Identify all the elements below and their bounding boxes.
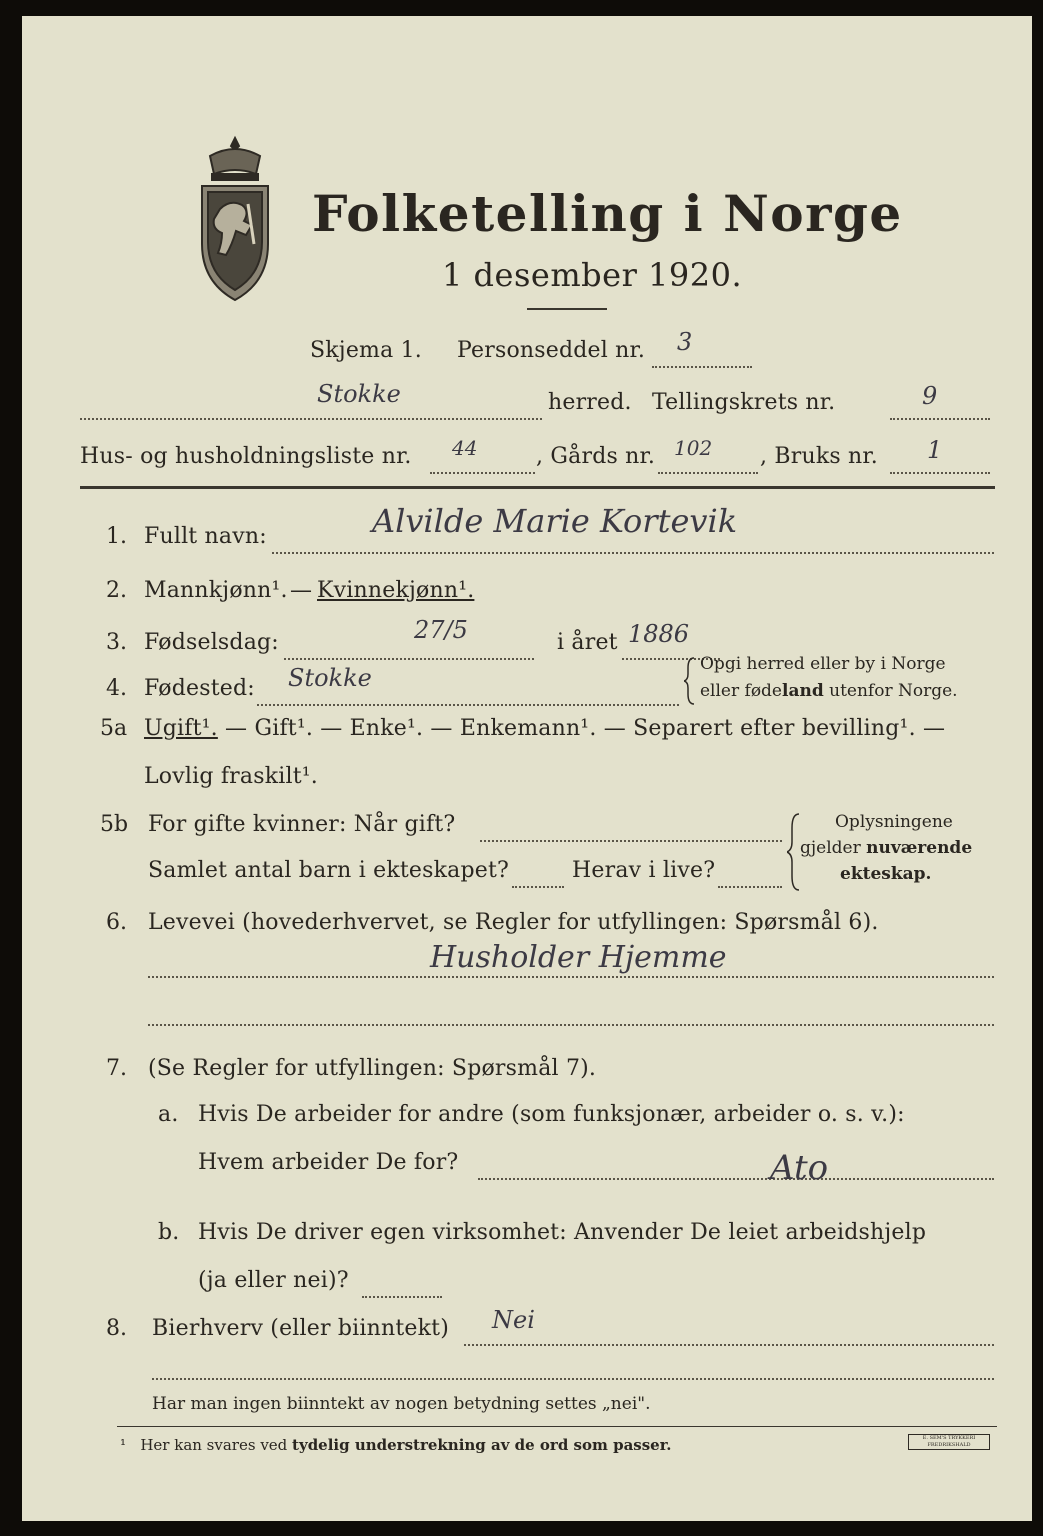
herred-field-line xyxy=(80,418,542,420)
q3-day-field-line xyxy=(284,658,534,660)
census-date: 1 desember 1920. xyxy=(442,256,743,294)
footer-divider xyxy=(117,1426,997,1427)
q5b-line2b: Herav i live? xyxy=(572,858,716,883)
q7b-text: Hvis De driver egen virksomhet: Anvender De leiet arbeidshjelp xyxy=(198,1220,927,1245)
q5b-married-field-line xyxy=(480,840,782,842)
herred-value[interactable]: Stokke xyxy=(317,380,401,408)
q3-birthday-value[interactable]: 27/5 xyxy=(414,616,468,644)
tellingskrets-field-line xyxy=(890,418,990,420)
q5a-ugift-underlined[interactable]: Ugift¹. xyxy=(144,716,218,741)
bruks-label: , Bruks nr. xyxy=(760,444,878,469)
personseddel-label: Personseddel nr. xyxy=(457,338,646,363)
q3-year-label: i året xyxy=(557,630,618,655)
tellingskrets-value[interactable]: 9 xyxy=(922,382,938,410)
q7b-letter: b. xyxy=(158,1220,180,1245)
form-title: Folketelling i Norge xyxy=(312,184,903,243)
q5b-line1: For gifte kvinner: Når gift? xyxy=(148,812,456,837)
printer-mark: E. SEM'S TRYKKERI FREDRIKSHALD xyxy=(908,1434,990,1450)
q3-number: 3. xyxy=(106,630,127,655)
husholdningsliste-value[interactable]: 44 xyxy=(452,436,478,460)
q7b-field-line xyxy=(362,1296,442,1298)
q5a-line2: Lovlig fraskilt¹. xyxy=(144,764,318,789)
gards-field-line xyxy=(658,472,758,474)
personseddel-value[interactable]: 3 xyxy=(677,328,693,356)
q8-label: Bierhverv (eller biinntekt) xyxy=(152,1316,450,1341)
q3-label: Fødselsdag: xyxy=(144,630,279,655)
q2-kvinnekjonn-underlined[interactable]: Kvinnekjønn¹. xyxy=(317,578,475,603)
herred-label: herred. xyxy=(548,390,632,415)
q5b-note-line3: ekteskap. xyxy=(840,864,932,884)
header-divider xyxy=(80,486,995,489)
q6-label: Levevei (hovederhvervet, se Regler for utfyllingen: Spørsmål 6). xyxy=(148,910,879,935)
skjema-label: Skjema 1. xyxy=(310,338,423,363)
title-divider xyxy=(527,308,607,310)
q4-number: 4. xyxy=(106,676,127,701)
q7a-employer-value[interactable]: Ato xyxy=(770,1148,829,1188)
q5a-options: Ugift¹. — Gift¹. — Enke¹. — Enkemann¹. — Separert efter bevilling¹. — xyxy=(144,716,946,741)
q2-separator: — xyxy=(290,578,313,603)
q4-note-line1: Opgi herred eller by i Norge xyxy=(700,654,946,674)
footer-note: Har man ingen biinntekt av nogen betydning settes „nei". xyxy=(152,1394,651,1414)
q2-number: 2. xyxy=(106,578,127,603)
q7a-question: Hvem arbeider De for? xyxy=(198,1150,459,1175)
q8-field-line-2 xyxy=(152,1378,994,1380)
q5b-note-line2: gjelder nuværende xyxy=(800,838,973,858)
q3-year-value[interactable]: 1886 xyxy=(628,620,690,648)
gards-label: , Gårds nr. xyxy=(536,444,656,469)
q7-number: 7. xyxy=(106,1056,127,1081)
q5b-alive-field-line xyxy=(718,886,782,888)
q7a-letter: a. xyxy=(158,1102,179,1127)
husholdningsliste-field-line xyxy=(430,472,535,474)
q5b-number: 5b xyxy=(100,812,129,837)
q4-field-line xyxy=(257,704,679,706)
q7-label: (Se Regler for utfyllingen: Spørsmål 7). xyxy=(148,1056,597,1081)
q5b-note-line1: Oplysningene xyxy=(835,812,953,832)
q4-birthplace-value[interactable]: Stokke xyxy=(288,664,372,692)
q8-number: 8. xyxy=(106,1316,127,1341)
gards-value[interactable]: 102 xyxy=(674,436,713,460)
bruks-value[interactable]: 1 xyxy=(927,436,943,464)
q6-field-line-1 xyxy=(148,976,994,978)
q8-side-income-value[interactable]: Nei xyxy=(492,1306,535,1334)
q6-occupation-value[interactable]: Husholder Hjemme xyxy=(430,940,727,975)
census-form xyxy=(22,16,1032,1521)
q7a-text: Hvis De arbeider for andre (som funksjonær, arbeider o. s. v.): xyxy=(198,1102,905,1127)
q5b-line2a: Samlet antal barn i ekteskapet? xyxy=(148,858,510,883)
q8-field-line xyxy=(464,1344,994,1346)
q4-label: Fødested: xyxy=(144,676,255,701)
q7a-field-line xyxy=(478,1178,994,1180)
q1-field-line xyxy=(272,552,994,554)
q7b-question: (ja eller nei)? xyxy=(198,1268,349,1293)
husholdningsliste-label: Hus- og husholdningsliste nr. xyxy=(80,444,412,469)
personseddel-field-line xyxy=(652,366,752,368)
q2-mannkjonn: Mannkjønn¹. xyxy=(144,578,288,603)
q1-number: 1. xyxy=(106,524,127,549)
q4-note-line2: eller fødeland utenfor Norge. xyxy=(700,681,958,701)
q5b-children-field-line xyxy=(512,886,564,888)
bruks-field-line xyxy=(890,472,990,474)
q6-number: 6. xyxy=(106,910,127,935)
q4-bracket-icon xyxy=(684,656,696,706)
norwegian-coat-of-arms-icon xyxy=(190,134,280,304)
tellingskrets-label: Tellingskrets nr. xyxy=(652,390,836,415)
q6-field-line-2 xyxy=(148,1024,994,1026)
q5b-bracket-icon xyxy=(787,812,801,892)
q1-full-name-value[interactable]: Alvilde Marie Kortevik xyxy=(372,502,738,540)
q1-label: Fullt navn: xyxy=(144,524,267,549)
q5a-number: 5a xyxy=(100,716,128,741)
footnote: ¹ Her kan svares ved tydelig understrekning av de ord som passer. xyxy=(120,1436,672,1454)
